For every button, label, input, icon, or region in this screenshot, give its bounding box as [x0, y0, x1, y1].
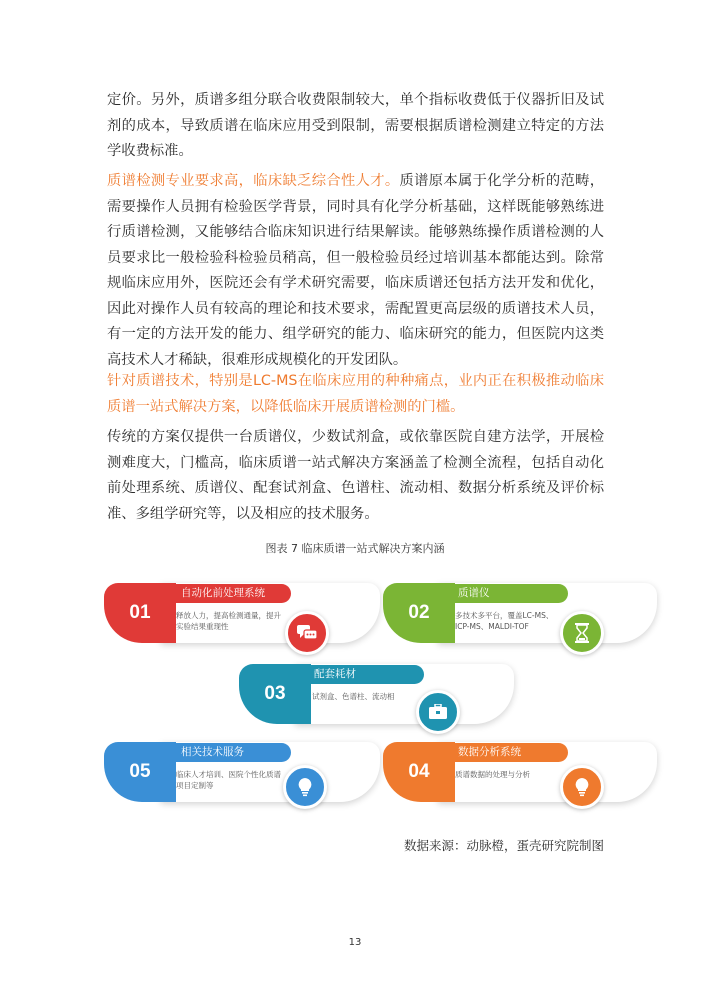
card-05-desc: 临床人才培训、医院个性化质谱项目定制等: [176, 770, 281, 790]
card-05-title: 相关技术服务: [171, 743, 291, 762]
page-number: 13: [348, 937, 362, 948]
chat-bubbles-icon: [285, 611, 329, 655]
card-01-desc: 释放人力，提高检测通量，提升实验结果重现性: [176, 611, 281, 631]
card-03-number: 03: [239, 664, 311, 724]
lightbulb-icon: [283, 765, 327, 809]
card-05-number: 05: [104, 742, 176, 802]
card-03-desc: 试剂盒、色谱柱、流动相: [312, 692, 395, 701]
card-01-title: 自动化前处理系统: [171, 584, 291, 603]
paragraph-4: 传统的方案仅提供一台质谱仪，少数试剂盒，或依靠医院自建方法学，开展检测难度大，门槛高，临床质谱一站式解决方案涵盖了检测全流程，包括自动化前处理系统、质谱仪、配套试剂盒、色谱柱、流动相、数据分析系统及评价标准、多组学研究等，以及相应的技术服务。: [107, 429, 604, 522]
hourglass-icon: [560, 611, 604, 655]
paragraph-1: 定价。另外，质谱多组分联合收费限制较大，单个指标收费低于仪器折旧及试剂的成本，导致质谱在临床应用受到限制，需要根据质谱检测建立特定的方法学收费标准。: [107, 92, 604, 159]
card-04-number: 04: [383, 742, 455, 802]
card-04-desc: 质谱数据的处理与分析: [455, 770, 530, 779]
data-source: 数据来源：动脉橙，蛋壳研究院制图: [404, 838, 605, 853]
paragraph-2: [107, 169, 604, 373]
card-02-desc: 多技术多平台，覆盖LC-MS、ICP-MS、MALDI-TOF: [455, 611, 554, 631]
card-04-title: 数据分析系统: [448, 743, 568, 762]
paragraph-2-body: 质谱原本属于化学分析的范畴，需要操作人员拥有检验医学背景，同时具有化学分析基础，这样既能够熟练进行质谱检测，又能够结合临床知识进行结果解读。能够熟练操作质谱检测的人员要求比一般检验科检验员稍高，但一般检验员经过培训基本都能达到。除常规临床应用外，医院还会有学术研究需要，临床质谱还包括方法开发和优化，因此对操作人员有较高的理论和技术要求，需配置更高层级的质谱技术人员，有一定的方法开发的能力、组学研究的能力、临床研究的能力，但医院内这类高技术人才稀缺，很难形成规模化的开发团队。: [107, 173, 604, 368]
card-02-number: 02: [383, 583, 455, 643]
paragraph-3-highlight: 针对质谱技术，特别是LC-MS在临床应用的种种痛点，业内正在积极推动临床质谱一站式解决方案，以降低临床开展质谱检测的门槛。: [107, 373, 604, 415]
briefcase-icon: [416, 690, 460, 734]
card-03-title: 配套耗材: [304, 665, 424, 684]
card-02-title: 质谱仪: [448, 584, 568, 603]
lightbulb-icon: [560, 765, 604, 809]
card-01-number: 01: [104, 583, 176, 643]
figure-caption: 图表 7 临床质谱一站式解决方案内涵: [265, 542, 445, 555]
paragraph-2-highlight: 质谱检测专业要求高，临床缺乏综合性人才。: [107, 173, 400, 189]
